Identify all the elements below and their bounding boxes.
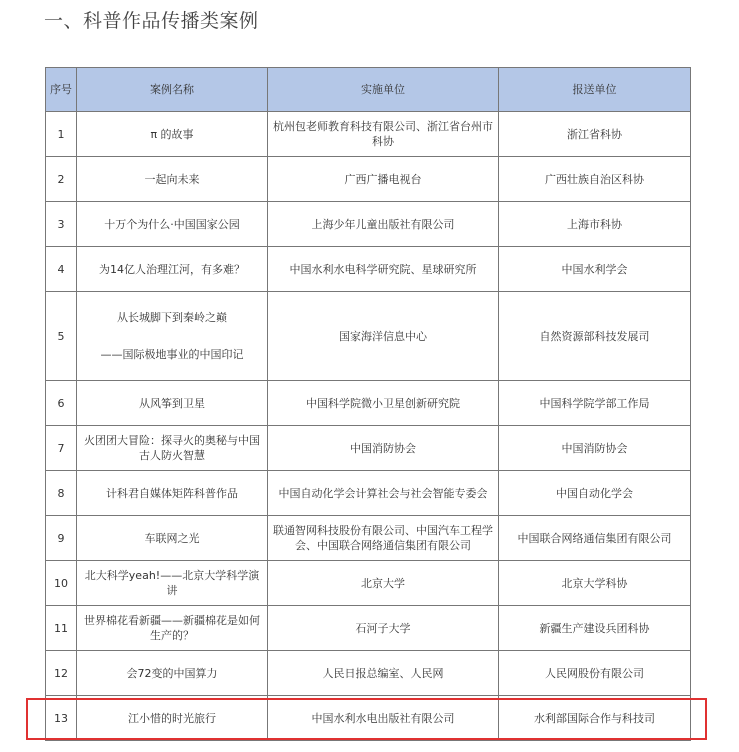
case-name: 十万个为什么·中国国家公园 — [77, 202, 268, 247]
table-row — [46, 157, 691, 202]
row-number: 12 — [46, 651, 77, 696]
implementing-org: 上海少年儿童出版社有限公司 — [268, 202, 499, 247]
case-name: 车联网之光 — [77, 516, 268, 561]
row-number: 10 — [46, 561, 77, 606]
case-name: 世界棉花看新疆——新疆棉花是如何生产的？ — [77, 606, 268, 651]
submitting-org: 上海市科协 — [499, 202, 691, 247]
case-name — [77, 292, 268, 381]
section-heading: 一、科普作品传播类案例 — [44, 10, 259, 32]
implementing-org: 中国水利水电科学研究院、星球研究所 — [268, 247, 499, 292]
table-row — [46, 426, 691, 471]
submitting-org: 水利部国际合作与科技司 — [499, 696, 691, 741]
implementing-org: 人民日报总编室、人民网 — [268, 651, 499, 696]
row-number: 9 — [46, 516, 77, 561]
implementing-org: 石河子大学 — [268, 606, 499, 651]
implementing-org: 北京大学 — [268, 561, 499, 606]
table-row — [46, 112, 691, 157]
table-row — [46, 561, 691, 606]
row-number: 6 — [46, 381, 77, 426]
table-header-row — [46, 68, 691, 112]
submitting-org: 浙江省科协 — [499, 112, 691, 157]
case-name: 火团团大冒险：探寻火的奥秘与中国古人防火智慧 — [77, 426, 268, 471]
case-name: 计科君自媒体矩阵科普作品 — [77, 471, 268, 516]
header-submitting-org: 报送单位 — [499, 68, 691, 112]
row-number: 11 — [46, 606, 77, 651]
implementing-org: 杭州包老师教育科技有限公司、浙江省台州市科协 — [268, 112, 499, 157]
implementing-org: 中国自动化学会计算社会与社会智能专委会 — [268, 471, 499, 516]
case-name: 江小惜的时光旅行 — [77, 696, 268, 741]
row-number: 8 — [46, 471, 77, 516]
table-row — [46, 292, 691, 381]
row-number: 3 — [46, 202, 77, 247]
submitting-org: 中国科学院学部工作局 — [499, 381, 691, 426]
table-row — [46, 381, 691, 426]
implementing-org: 联通智网科技股份有限公司、中国汽车工程学会、中国联合网络通信集团有限公司 — [268, 516, 499, 561]
row-number: 2 — [46, 157, 77, 202]
submitting-org: 中国联合网络通信集团有限公司 — [499, 516, 691, 561]
case-name: π 的故事 — [77, 112, 268, 157]
header-implementing-org: 实施单位 — [268, 68, 499, 112]
implementing-org: 国家海洋信息中心 — [268, 292, 499, 381]
case-name: 为14亿人治理江河，有多难？ — [77, 247, 268, 292]
case-table — [45, 67, 691, 741]
submitting-org: 北京大学科协 — [499, 561, 691, 606]
case-name-subtitle: ——国际极地事业的中国印记 — [100, 348, 244, 361]
implementing-org: 中国消防协会 — [268, 426, 499, 471]
implementing-org: 中国水利水电出版社有限公司 — [268, 696, 499, 741]
table-row — [46, 471, 691, 516]
submitting-org: 人民网股份有限公司 — [499, 651, 691, 696]
submitting-org: 新疆生产建设兵团科协 — [499, 606, 691, 651]
row-number: 5 — [46, 292, 77, 381]
submitting-org: 自然资源部科技发展司 — [499, 292, 691, 381]
table-row — [46, 202, 691, 247]
implementing-org: 中国科学院微小卫星创新研究院 — [268, 381, 499, 426]
submitting-org: 中国水利学会 — [499, 247, 691, 292]
submitting-org: 中国自动化学会 — [499, 471, 691, 516]
row-number: 1 — [46, 112, 77, 157]
case-name: 北大科学yeah!——北京大学科学演讲 — [77, 561, 268, 606]
case-name: 一起向未来 — [77, 157, 268, 202]
header-number: 序号 — [46, 68, 77, 112]
table-row — [46, 696, 691, 741]
header-case-name: 案例名称 — [77, 68, 268, 112]
table-row — [46, 651, 691, 696]
row-number: 4 — [46, 247, 77, 292]
case-name-title: 从长城脚下到秦岭之巅 — [117, 311, 227, 324]
table-row — [46, 516, 691, 561]
implementing-org: 广西广播电视台 — [268, 157, 499, 202]
case-name: 会72变的中国算力 — [77, 651, 268, 696]
case-name: 从风筝到卫星 — [77, 381, 268, 426]
row-number: 7 — [46, 426, 77, 471]
table-row — [46, 606, 691, 651]
row-number: 13 — [46, 696, 77, 741]
table-row — [46, 247, 691, 292]
submitting-org: 中国消防协会 — [499, 426, 691, 471]
submitting-org: 广西壮族自治区科协 — [499, 157, 691, 202]
